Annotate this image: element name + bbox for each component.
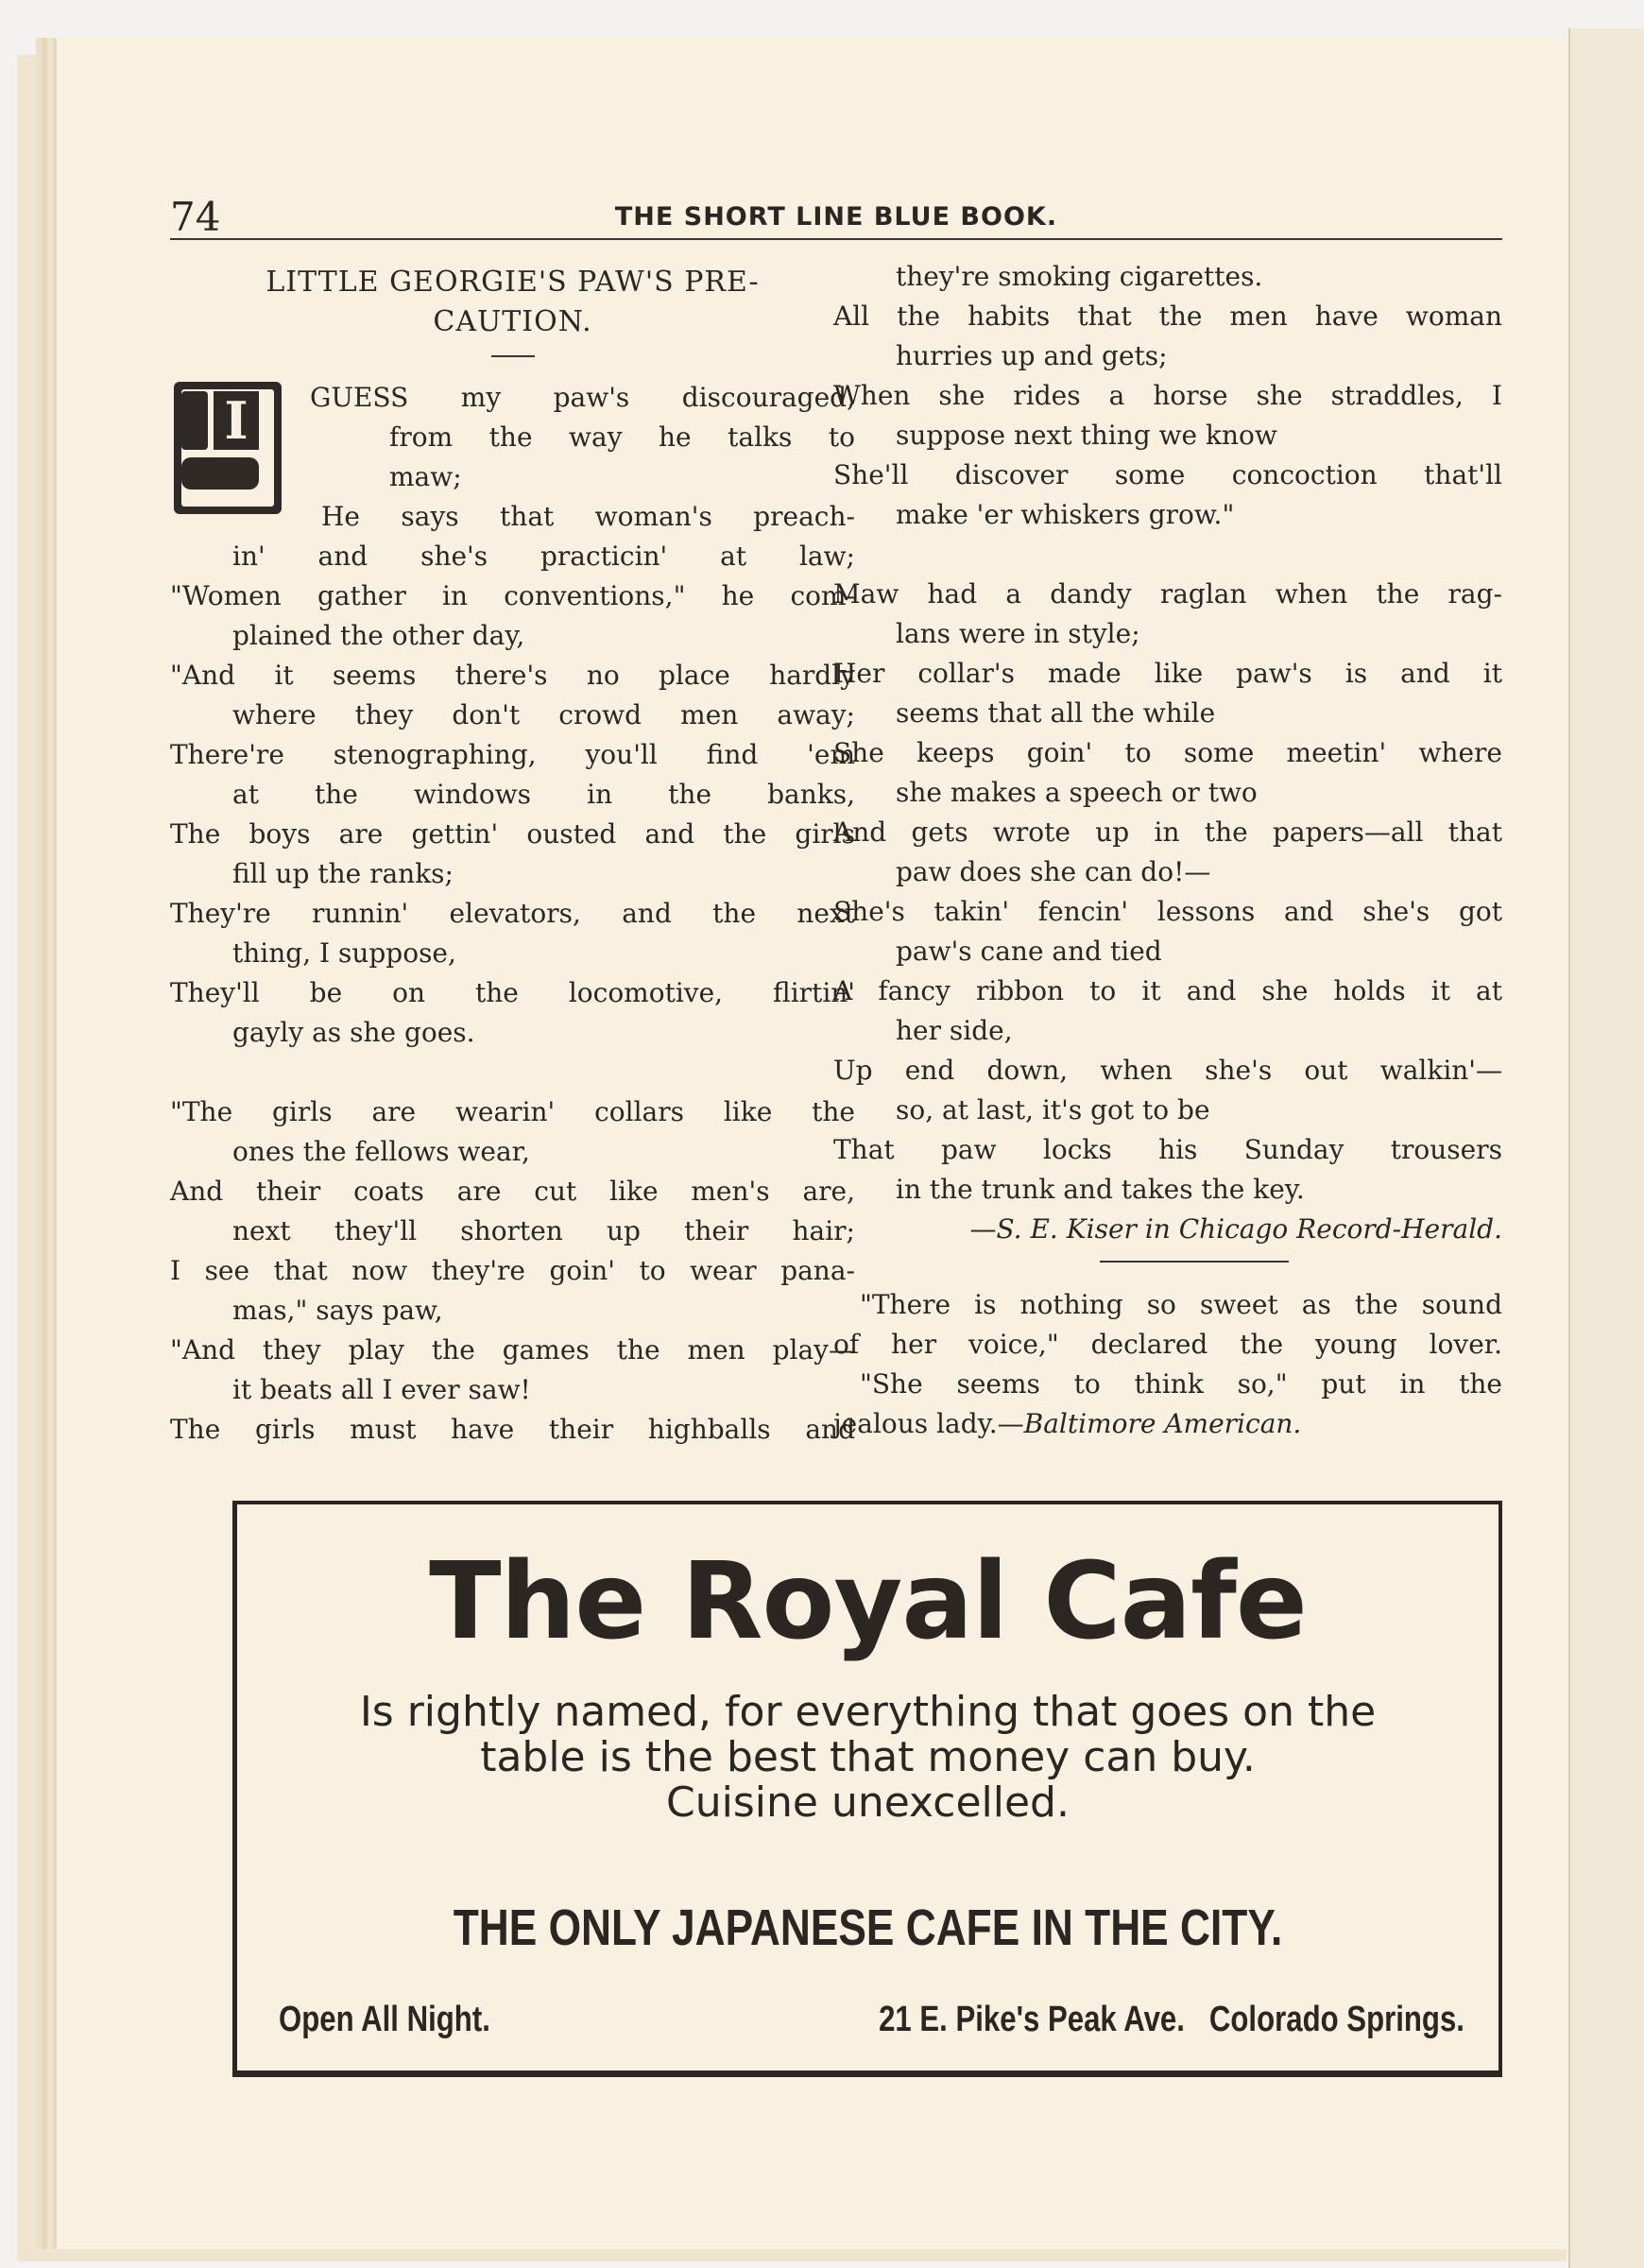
poem-line: make 'er whiskers grow." [896,499,1235,530]
poem-line: thing, I suppose, [232,937,456,969]
poem-line: next they'll shorten up their hair; [232,1215,855,1246]
poem-line: mas," says paw, [232,1295,443,1326]
poem-line: paw's cane and tied [896,936,1162,967]
left-column [170,255,855,1450]
poem-title-line-2: CAUTION. [433,305,592,338]
advertisement-box [232,1501,1502,2077]
poem-line: And their coats are cut like men's are, [170,1176,855,1207]
poem-line: She'll discover some concoction that'll [833,459,1502,490]
poem-line: lans were in style; [896,618,1140,649]
right-column [833,257,1502,1444]
anecdote-line: "She seems to think so," put in the [860,1368,1502,1400]
poem-line: And gets wrote up in the papers—all that [833,816,1502,848]
poem-line: hurries up and gets; [896,340,1168,371]
drop-cap-ornament-icon [174,382,282,514]
poem-line: it beats all I ever saw! [232,1374,531,1405]
poem-line: She keeps goin' to some meetin' where [833,737,1502,768]
poem-line: maw; [389,461,462,492]
poem-line: I see that now they're goin' to wear pana- [170,1255,855,1286]
poem-line: from the way he talks to [389,421,855,453]
poem-line: where they don't crowd men away; [232,699,855,730]
title-rule [491,355,535,357]
poem-line: All the habits that the men have woman [833,301,1502,332]
poem-line: plained the other day, [232,620,525,651]
attribution-text: S. E. Kiser in Chicago Record-Herald. [996,1213,1502,1245]
anecdote-source: Baltimore American. [1023,1408,1302,1439]
ad-hours: Open All Night. [279,2000,490,2039]
poem-attribution: —S. E. Kiser in Chicago Record-Herald. [969,1213,1502,1245]
poem-title-line-1: LITTLE GEORGIE'S PAW'S PRE- [265,266,760,299]
poem-line: they're smoking cigarettes. [896,261,1263,292]
poem-line: she makes a speech or two [896,777,1258,808]
drop-cap-letter: I [224,390,248,451]
poem-line: He says that woman's preach- [321,501,855,532]
poem-line: "Women gather in conventions," he com- [170,580,855,611]
anecdote-line: of her voice," declared the young lover. [833,1329,1502,1360]
poem-line: in the trunk and takes the key. [896,1174,1305,1205]
poem-line: suppose next thing we know [896,420,1277,451]
stanza-gap [833,535,1502,575]
poem-line: They'll be on the locomotive, flirtin' [170,977,855,1008]
drop-cap-block [170,378,855,537]
poem-line: "And it seems there's no place hardly [170,660,855,691]
poem-line: She's takin' fencin' lessons and she's got [833,896,1502,927]
page-number: 74 [170,194,221,240]
facing-page-edge [1568,28,1644,2268]
stanza-gap [170,1053,855,1092]
poem-line: They're runnin' elevators, and the next [170,898,855,929]
ad-description-line: Cuisine unexcelled. [666,1778,1070,1827]
ad-title: The Royal Cafe [429,1540,1307,1663]
poem-line: in' and she's practicin' at law; [232,541,855,572]
ad-description [237,1690,1498,1826]
poem-line: gayly as she goes. [232,1017,475,1048]
poem-line: There're stenographing, you'll find 'em [170,739,855,770]
ad-description-line: Is rightly named, for everything that goes on the [359,1688,1377,1736]
poem-line: "And they play the games the men play— [170,1334,855,1366]
poem-line: Her collar's made like paw's is and it [833,658,1502,689]
poem-line: seems that all the while [896,697,1216,729]
section-divider [1100,1261,1289,1263]
poem-line: paw does she can do!— [896,856,1211,887]
poem-line: "The girls are wearin' collars like the [170,1096,855,1127]
anecdote-line: "There is nothing so sweet as the sound [860,1289,1502,1320]
poem-line: Up end down, when she's out walkin'— [833,1055,1502,1086]
poem-title [170,263,855,342]
poem-line: Maw had a dandy raglan when the rag- [833,578,1502,610]
poem-line: The girls must have their highballs and [170,1414,855,1445]
poem-line: her side, [896,1015,1013,1046]
ad-tagline: THE ONLY JAPANESE CAFE IN THE CITY. [453,1899,1283,1956]
ad-description-line: table is the best that money can buy. [480,1733,1256,1781]
page-header [170,194,1502,240]
poem-line: at the windows in the banks, [232,779,855,810]
poem-line: so, at last, it's got to be [896,1094,1210,1125]
poem-line: fill up the ranks; [232,858,454,889]
poem-line: The boys are gettin' ousted and the girls [170,818,855,850]
ad-address: 21 E. Pike's Peak Ave. Colorado Springs. [879,2000,1464,2039]
poem-line: ones the fellows wear, [232,1136,530,1167]
poem-line: When she rides a horse she straddles, I [833,380,1502,411]
poem-line: That paw locks his Sunday trousers [833,1134,1502,1165]
poem-line: A fancy ribbon to it and she holds it at [833,975,1502,1006]
anecdote-last-line: jealous lady.—Baltimore American. [833,1408,1302,1439]
running-head: THE SHORT LINE BLUE BOOK. [614,202,1058,232]
poem-line: GUESS my paw's discouraged, [310,382,855,413]
